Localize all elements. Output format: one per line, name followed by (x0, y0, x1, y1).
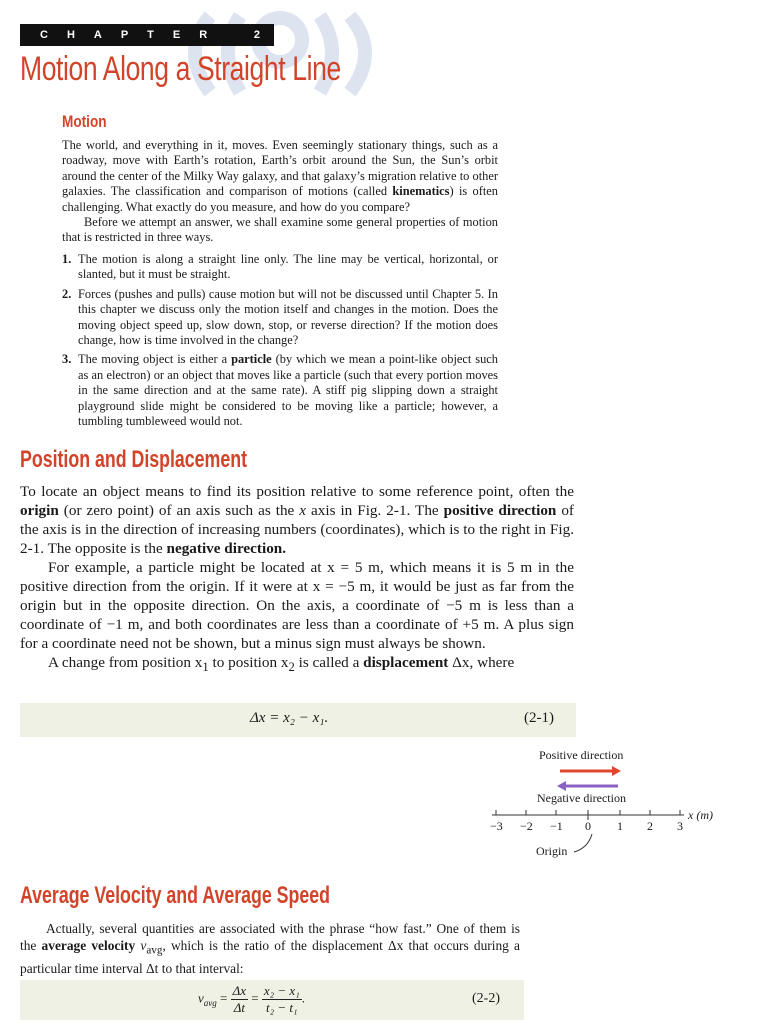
kinematics-term: kinematics (392, 184, 450, 199)
particle-term: particle (231, 352, 272, 367)
tick-label: 1 (617, 819, 623, 833)
position-paragraph-1: To locate an object means to find its position relative to some reference point, often the origin (or zero point) of an axis such as the x axis in Fig. 2-1. The positive direction of the axis is in the direction of increasing numbers (coordinates), which is to the right in Fig. 2-1. The opposite is the negative direction. (20, 483, 574, 557)
position-heading: Position and Displacement (20, 446, 247, 473)
chapter-title: Motion Along a Straight Line (20, 50, 341, 88)
list-item: 2. Forces (pushes and pulls) cause motion but will not be discussed until Chapter 5. In this chapter we discuss only the motion itself and changes in the motion. Does the moving object speed up, slow down, stop, or reverse direction? If the motion does change, how is time involved in the change? (62, 286, 498, 348)
chapter-number: 2 (253, 29, 260, 41)
velocity-body (20, 920, 520, 977)
tick-label: 2 (647, 819, 653, 833)
equation-2-2: $v_{avg}$ = $\frac{\Delta x}{\Delta t}$ = $\frac{\text{x₂ − x₁}}{\text{t₂ − t₁}}$ . (198, 983, 305, 1015)
figure-axis-diagram (484, 740, 734, 870)
motion-intro-paragraph: The world, and everything in it, moves. Even seemingly stationary things, such as a roadway, move with Earth’s rotation, Earth’s orbit around the Sun, the Sun’s orbit around the center of the Milky Way galaxy, and that galaxy’s migration relative to other galaxies. The classification and comparison of motions (called kinematics) is often challenging. What exactly do you measure, and how do you compare? (62, 138, 498, 214)
tick-label: 3 (677, 819, 683, 833)
motion-heading: Motion (62, 112, 107, 131)
tick-label: 0 (585, 819, 591, 833)
negative-direction-label: Negative direction (537, 791, 626, 805)
fraction-delta: $\frac{\Delta x}{\Delta t}$ (232, 983, 247, 1015)
position-body (20, 482, 574, 677)
list-item: 3. The moving object is either a particle (by which we mean a point-like object such as an electron) or an object that moves like a particle (such that every portion moves in the same direction and at the same rate). A stiff pig slipping down a straight playground slide might be considered to be moving like a particle; however, a tumbling tumbleweed would not. (62, 352, 498, 429)
equation-2-1-box (20, 703, 576, 737)
tick-label: −2 (520, 819, 533, 833)
negative-arrow (557, 781, 618, 791)
tick-label: −1 (550, 819, 563, 833)
restrictions-list (62, 252, 498, 433)
chapter-banner (20, 24, 274, 46)
motion-intro (62, 138, 498, 246)
position-paragraph-3: A change from position $x_1$ to position $x_2$ is called a displacement Δx, where (48, 654, 515, 675)
velocity-paragraph: Actually, several quantities are associated with the phrase “how fast.” One of them is the average velocity $v_{avg}$, which is the ratio of the displacement Δx that occurs during a particular time interval Δt to that interval: (20, 921, 520, 976)
equation-2-2-number: (2-2) (472, 991, 500, 1006)
tick-label: −3 (490, 819, 503, 833)
chapter-label: CHAPTER (40, 29, 227, 41)
motion-second-paragraph: Before we attempt an answer, we shall examine some general properties of motion that is restricted in three ways. (62, 215, 498, 245)
origin-label: Origin (536, 844, 568, 858)
list-item: 1. The motion is along a straight line only. The line may be vertical, horizontal, or slanted, but it must be straight. (62, 252, 498, 282)
positive-arrow (560, 766, 621, 776)
equation-2-1: Δx = x₂ − x₁. (250, 710, 329, 726)
velocity-heading: Average Velocity and Average Speed (20, 882, 330, 909)
position-paragraph-2: For example, a particle might be located at x = 5 m, which means it is 5 m in the positive direction from the origin. If it were at x = −5 m, it would be just as far from the origin but in the opposite direction. On the axis, a coordinate of −5 m is less than a coordinate of −1 m, and both coordinates are less than a coordinate of +5 m. A plus sign for a coordinate need not be shown, but a minus sign must always be shown. (20, 559, 574, 652)
fraction-difference: $\frac{\text{x₂ − x₁}}{\text{t₂ − t₁}}$ (263, 983, 300, 1015)
axis-label: x (m) (688, 808, 713, 822)
equation-2-2-box (20, 980, 524, 1020)
equation-2-1-number: (2-1) (524, 710, 554, 726)
origin-pointer (574, 834, 592, 852)
axis-svg (484, 740, 734, 870)
positive-direction-label: Positive direction (539, 748, 624, 762)
